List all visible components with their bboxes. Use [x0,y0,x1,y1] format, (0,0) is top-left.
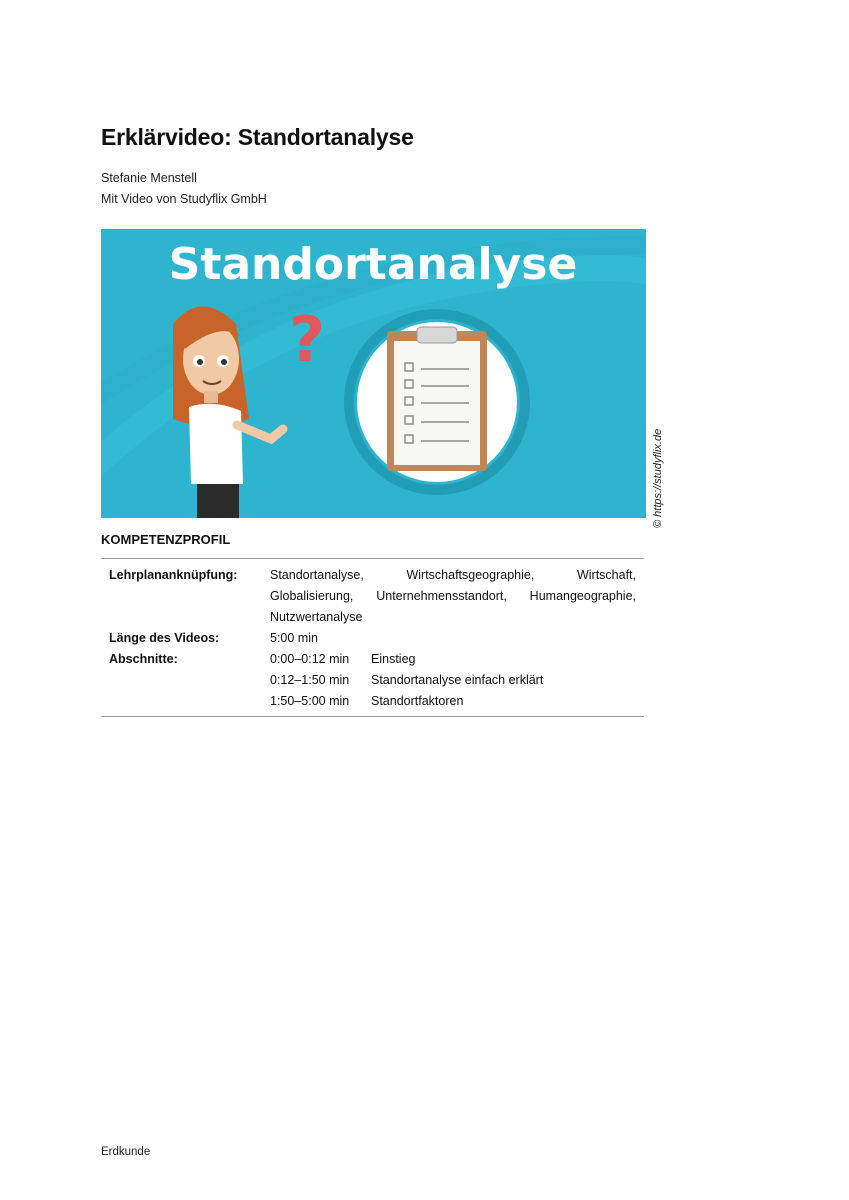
section-title: Standortfaktoren [371,694,464,708]
section-time: 0:00–0:12 min [270,652,350,666]
section-item [270,670,636,691]
video-credit: Mit Video von Studyflix GmbH [101,192,267,206]
thumbnail-title: Standortanalyse [168,239,578,290]
sections-list [270,649,636,712]
thumbnail-illustration [101,229,646,518]
curriculum-label: Lehrplananknüpfung: [109,568,238,582]
competence-profile-table [101,558,644,717]
clipboard-checklist-icon [349,314,525,490]
sections-row [101,649,644,712]
length-label: Länge des Videos: [109,631,220,645]
copyright-notice: © https://studyflix.de [652,428,664,528]
author: Stefanie Menstell [101,171,197,185]
page-title: Erklärvideo: Standortanalyse [101,124,414,150]
sections-label: Abschnitte: [109,652,178,666]
section-item [270,691,636,712]
curriculum-value: Standortanalyse, Wirtschaftsgeographie, Wirtschaft, Globalisierung, Unternehmensstandort, Humangeographie, Nutzwertanalyse [270,568,636,624]
footer-subject: Erdkunde [101,1146,151,1158]
section-title: Einstieg [371,652,416,666]
section-title: Standortanalyse einfach erklärt [371,673,544,687]
curriculum-row [101,565,644,628]
section-time: 0:12–1:50 min [270,673,350,687]
question-mark-icon: ? [289,303,325,376]
length-row [101,628,644,649]
section-time: 1:50–5:00 min [270,694,350,708]
video-thumbnail[interactable] [101,229,646,518]
length-value: 5:00 min [270,631,318,645]
competence-profile-heading: KOMPETENZPROFIL [101,532,231,547]
section-item [270,649,636,670]
